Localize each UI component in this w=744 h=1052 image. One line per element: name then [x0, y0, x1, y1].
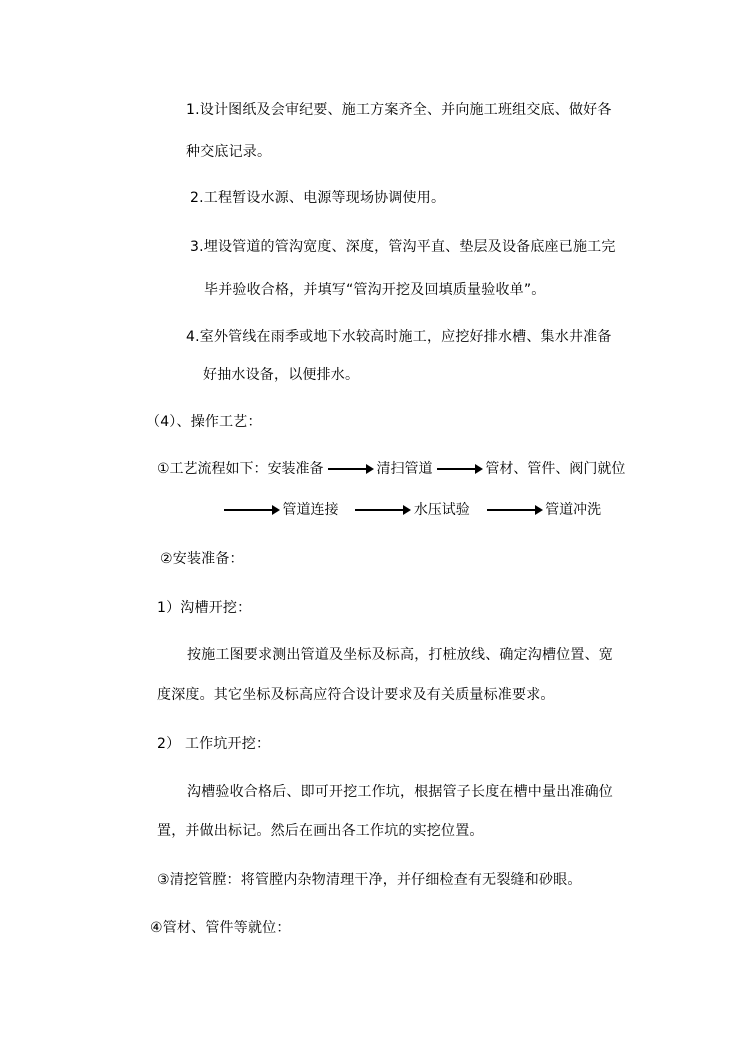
paragraph-2: 2.工程暂设水源、电源等现场协调使用。	[190, 190, 446, 206]
flow-arrow-icon	[328, 468, 372, 470]
paragraph-4-line-1: 4.室外管线在雨季或地下水较高时施工，应挖好排水槽、集水井准备	[186, 329, 612, 345]
install-prep-heading: ②安装准备：	[160, 551, 244, 567]
material-heading: ④管材、管件等就位：	[150, 920, 291, 936]
flow-step: 水压试验	[413, 502, 470, 518]
paragraph-1-line-1: 1.设计图纸及会审纪要、施工方案齐全、并向施工班组交底、做好各	[186, 102, 612, 118]
clean-pipe-paragraph: ③清挖管膛：将管膛内杂物清理干净，并仔细检查有无裂缝和砂眼。	[157, 872, 582, 888]
section-4-heading: （4）、操作工艺：	[146, 414, 262, 430]
flow-row-2	[224, 501, 601, 519]
flow-step: 管道冲洗	[545, 502, 602, 518]
pit-heading: 2） 工作坑开挖：	[157, 736, 271, 752]
pit-text-line-2: 置，并做出标记。然后在画出各工作坑的实挖位置。	[157, 823, 484, 839]
trench-text-line-2: 度深度。其它坐标及标高应符合设计要求及有关质量标准要求。	[157, 687, 555, 703]
flow-arrow-icon	[437, 468, 481, 470]
pit-text-line-1: 沟槽验收合格后、即可开挖工作坑，根据管子长度在槽中量出准确位	[187, 784, 613, 800]
flow-step: 清扫管道	[376, 461, 433, 477]
flow-step: 管材、管件、阀门就位	[485, 461, 626, 477]
flow-step: 管道连接	[282, 502, 339, 518]
flow-step: 安装准备	[267, 461, 324, 477]
flow-prefix: ①工艺流程如下：	[157, 461, 268, 477]
trench-heading: 1）沟槽开挖：	[157, 600, 252, 616]
trench-text-line-1: 按施工图要求测出管道及坐标及标高，打桩放线、确定沟槽位置、宽	[187, 647, 613, 663]
flow-arrow-icon	[224, 509, 278, 511]
paragraph-4-line-2: 好抽水设备，以便排水。	[203, 367, 360, 383]
paragraph-3-line-2: 毕并验收合格，并填写“管沟开挖及回填质量验收单”。	[204, 282, 546, 298]
flow-arrow-icon	[487, 509, 541, 511]
flow-row-1	[157, 460, 625, 478]
paragraph-1-line-2: 种交底记录。	[186, 144, 272, 160]
paragraph-3-line-1: 3.埋设管道的管沟宽度、深度，管沟平直、垫层及设备底座已施工完	[190, 239, 616, 255]
flow-arrow-icon	[355, 509, 409, 511]
